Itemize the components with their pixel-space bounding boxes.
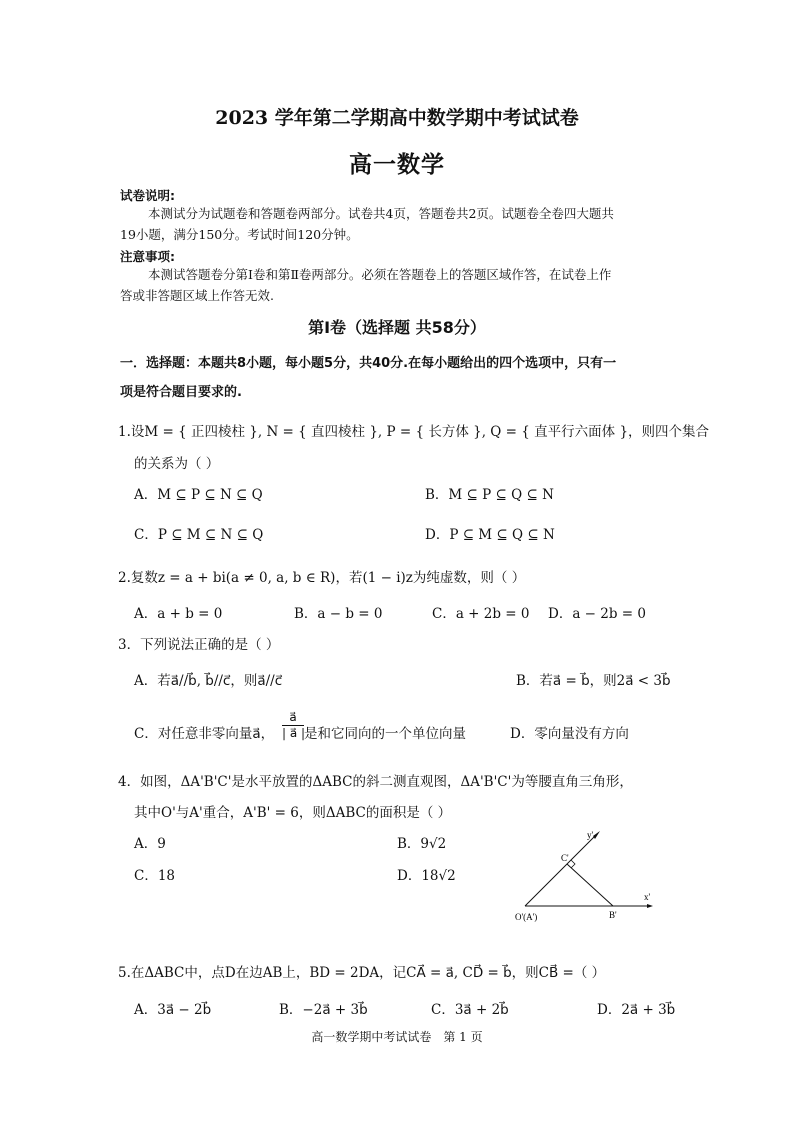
question-3-option-d: D．零向量没有方向 (510, 726, 629, 742)
y-axis-arrow (593, 831, 600, 839)
question-5-stem: 5.在ΔABC中，点D在边AB上，BD = 2DA，记CA⃗ = a⃗, CD⃗ = b⃗，则CB⃗ =（ ） (118, 965, 606, 981)
question-4-option-b: B．9√2 (397, 836, 447, 852)
question-3-option-c: C．对任意非零向量a⃗， (134, 726, 275, 742)
question-4-option-d: D．18√2 (397, 868, 456, 884)
oblique-projection-figure (505, 826, 665, 926)
instructions-line-1: 本测试分为试题卷和答题卷两部分。试卷共4页，答题卷共2页。试题卷全卷四大题共 (148, 206, 614, 221)
question-4-stem-2: 其中O'与A'重合，A'B' = 6，则ΔABC的面积是（ ） (134, 805, 452, 821)
question-1-option-d: D．P ⊆ M ⊆ Q ⊆ N (425, 527, 555, 543)
exam-subject: 高一数学 (349, 151, 445, 178)
question-4-option-a: A．9 (134, 836, 166, 852)
instructions-label: 试卷说明: (120, 188, 175, 203)
question-5-option-c: C．3a⃗ + 2b⃗ (431, 1002, 509, 1018)
side-c-b (567, 864, 613, 906)
instructions-line-2: 19小题，满分150分。考试时间120分钟。 (120, 227, 359, 242)
unit-vector-fraction (282, 710, 304, 741)
question-4-stem: 4．如图，ΔA'B'C'是水平放置的ΔABC的斜二测直观图，ΔA'B'C'为等腰直角三角形， (118, 774, 633, 790)
label-y: y' (587, 830, 594, 840)
question-1-stem-2: 的关系为（ ） (134, 456, 220, 472)
right-angle-mark (571, 860, 575, 868)
question-2-option-b: B．a − b = 0 (294, 606, 383, 622)
question-1-option-c: C．P ⊆ M ⊆ N ⊆ Q (134, 527, 264, 543)
question-5-option-a: A．3a⃗ − 2b⃗ (134, 1002, 212, 1018)
question-3-option-b: B．若a⃗ = b⃗，则2a⃗ < 3b⃗ (516, 673, 671, 689)
x-axis-arrow (647, 904, 653, 908)
question-2-option-c: C．a + 2b = 0 (432, 606, 530, 622)
section-title: 第Ⅰ卷（选择题 共58分） (308, 318, 486, 337)
label-o-a: O'(A') (515, 912, 538, 922)
label-b: B' (609, 910, 617, 920)
question-2-option-d: D．a − 2b = 0 (548, 606, 646, 622)
part-one-line-1: 一．选择题：本题共8小题，每小题5分，共40分.在每小题给出的四个选项中，只有一 (120, 356, 617, 371)
part-one-line-2: 项是符合题目要求的. (120, 385, 242, 400)
question-2-stem: 2.复数z = a + bi(a ≠ 0, a, b ∈ R)，若(1 − i)z为纯虚数，则（ ） (118, 570, 526, 586)
question-1-option-a: A．M ⊆ P ⊆ N ⊆ Q (134, 487, 263, 503)
notes-line-2: 答或非答题区域上作答无效. (120, 288, 274, 303)
question-2-option-a: A．a + b = 0 (134, 606, 223, 622)
question-3-stem: 3．下列说法正确的是（ ） (118, 637, 280, 653)
question-5-option-b: B．−2a⃗ + 3b⃗ (279, 1002, 368, 1018)
page-footer: 高一数学期中考试试卷 第 1 页 (311, 1030, 483, 1044)
notes-line-1: 本测试答题卷分第Ⅰ卷和第Ⅱ卷两部分。必须在答题卷上的答题区域作答，在试卷上作 (148, 267, 612, 282)
fraction-numerator: a⃗ (289, 710, 297, 724)
question-5-option-d: D．2a⃗ + 3b⃗ (597, 1002, 676, 1018)
y-axis (525, 834, 597, 906)
exam-title: 2023 学年第二学期高中数学期中考试试卷 (215, 107, 579, 129)
label-x: x' (644, 892, 651, 902)
question-4-option-c: C．18 (134, 868, 176, 884)
question-1-stem: 1.设M = { 正四棱柱 }, N = { 直四棱柱 }, P = { 长方体 }, Q = { 直平行六面体 }，则四个集合 (118, 424, 710, 440)
question-3-option-c-tail: 是和它同向的一个单位向量 (304, 726, 466, 742)
question-3-option-a: A．若a⃗//b⃗, b⃗//c⃗，则a⃗//c⃗ (134, 673, 283, 689)
notes-label: 注意事项: (120, 249, 175, 264)
fraction-denominator: | a⃗ | (282, 726, 306, 740)
label-c: C' (561, 853, 569, 863)
question-1-option-b: B．M ⊆ P ⊆ Q ⊆ N (425, 487, 554, 503)
